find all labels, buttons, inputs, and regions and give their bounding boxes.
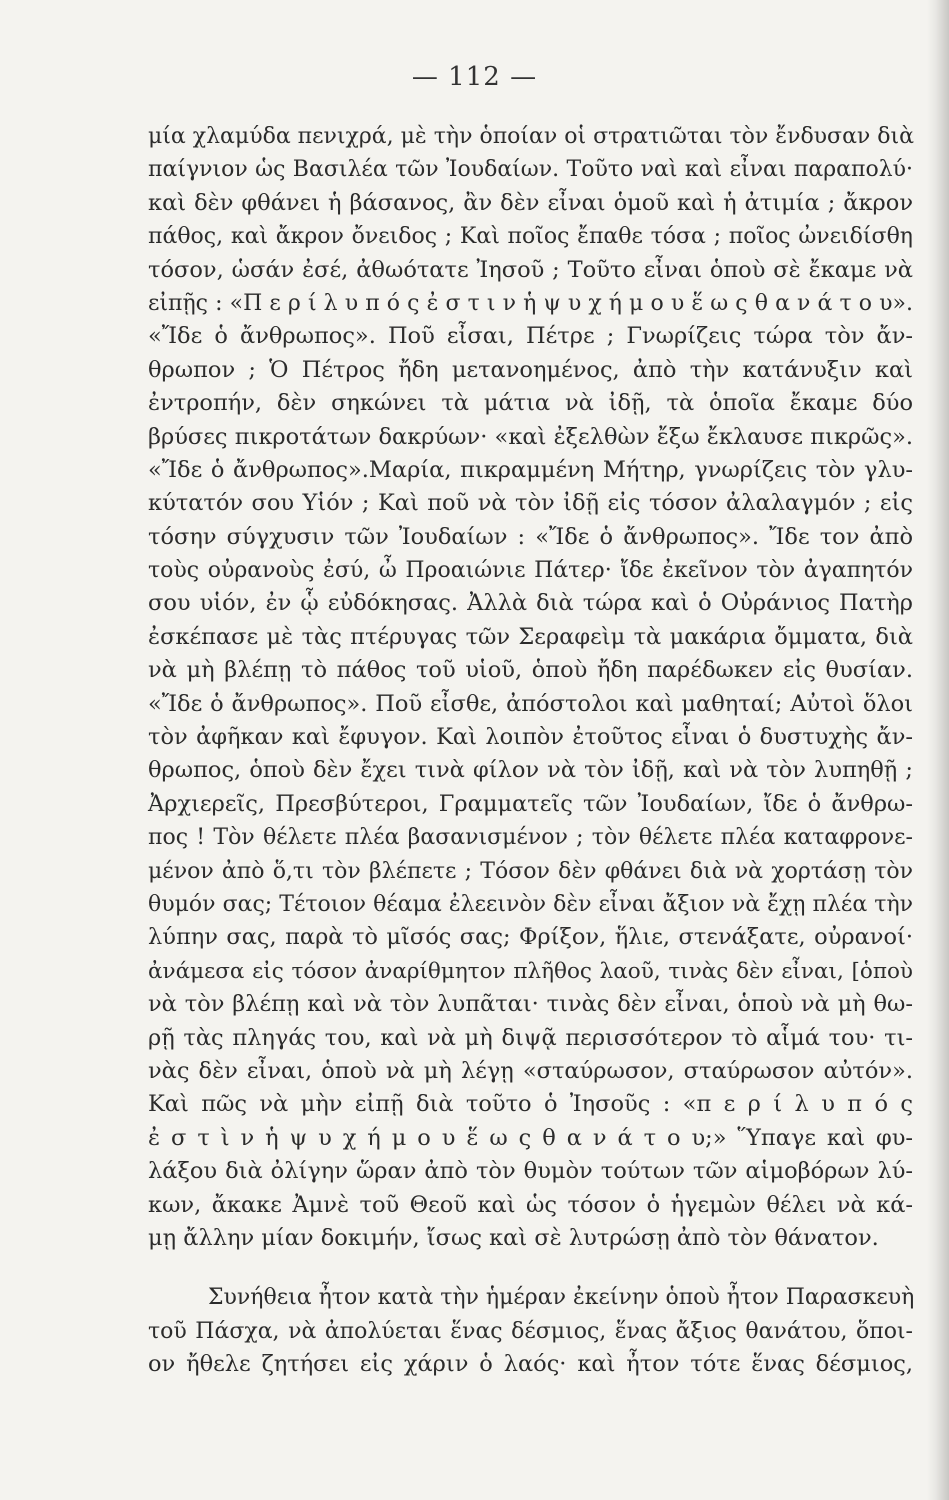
text-line: πος ! Τὸν θέλετε πλέα βασανισμένον ; τὸν θέλετε πλέα καταφρονε-	[148, 825, 913, 851]
text-line: πάθος, καὶ ἄκρον ὄνειδος ; Καὶ ποῖος ἔπαθε τόσα ; ποῖος ὠνειδίσθη	[148, 224, 913, 250]
text-line: Καὶ πῶς νὰ μὴν εἰπῇ διὰ τοῦτο ὁ Ἰησοῦς : «π ε ρ ί λ υ π ό ς	[148, 1091, 913, 1118]
page-number: — 112 —	[411, 62, 538, 92]
text-line: παίγνιον ὡς Βασιλέα τῶν Ἰουδαίων. Τοῦτο ναὶ καὶ εἶναι παραπολύ·	[148, 157, 913, 183]
text-line: κων, ἄκακε Ἀμνὲ τοῦ Θεοῦ καὶ ὡς τόσον ὁ ἡγεμὼν θέλει νὰ κά-	[148, 1191, 913, 1218]
text-line: σου υἱόν, ἐν ᾧ εὐδόκησας. Ἀλλὰ διὰ τώρα καὶ ὁ Οὐράνιος Πατὴρ	[148, 590, 913, 617]
text-line: «Ἴδε ὁ ἄνθρωπος».Μαρία, πικραμμένη Μήτηρ, γνωρίζεις τὸν γλυ-	[148, 456, 913, 483]
text-line: «Ἴδε ὁ ἄνθρωπος». Ποῦ εἶσαι, Πέτρε ; Γνωρίζεις τώρα τὸν ἄν-	[148, 323, 913, 350]
text-line: Συνήθεια ἦτον κατὰ τὴν ἡμέραν ἐκείνην ὁποὺ ἦτον Παρασκευὴ	[208, 1285, 915, 1311]
text-line: τοὺς οὐρανοὺς ἐσύ, ὦ Προαιώνιε Πάτερ· ἴδε ἐκεῖνον τὸν ἀγαπητόν	[148, 558, 913, 584]
text-line: ρῇ τὰς πληγάς του, καὶ νὰ μὴ διψᾷ περισσότερον τὸ αἷμά του· τι-	[148, 1024, 913, 1051]
text-line: νὰ τὸν βλέπῃ καὶ νὰ τὸν λυπᾶται· τινὰς δὲν εἶναι, ὁποὺ νὰ μὴ θω-	[148, 991, 913, 1018]
text-line: τὸν ἀφῆκαν καὶ ἔφυγον. Καὶ λοιπὸν ἐτοῦτος εἶναι ὁ δυστυχὴς ἄν-	[148, 724, 913, 751]
page-edge-shadow	[927, 0, 949, 1500]
text-line: ἀνάμεσα εἰς τόσον ἀναρίθμητον πλῆθος λαοῦ, τινὰς δὲν εἶναι, [ὁποὺ	[148, 958, 913, 984]
text-line: νὰς δὲν εἶναι, ὁποὺ νὰ μὴ λέγῃ «σταύρωσον, σταύρωσον αὐτόν».	[148, 1057, 913, 1084]
text-line: ἐ σ τ ὶ ν ἡ ψ υ χ ή μ ο υ ἕ ω ς θ α ν ά τ ο υ;» Ὕπαγε καὶ φυ-	[148, 1124, 913, 1151]
text-line: τοῦ Πάσχα, νὰ ἀπολύεται ἕνας δέσμιος, ἕνας ἄξιος θανάτου, ὅποι-	[148, 1318, 913, 1344]
text-line: λάξου διὰ ὀλίγην ὥραν ἀπὸ τὸν θυμὸν τούτων τῶν αἱμοβόρων λύ-	[148, 1158, 913, 1185]
body-text	[148, 120, 913, 1381]
text-line: εἰπῇς : «Π ε ρ ί λ υ π ό ς ἐ σ τ ι ν ἡ ψ υ χ ή μ ο υ ἕ ω ς θ α ν ά τ ο υ».	[148, 290, 913, 316]
text-line: ἐντροπήν, δὲν σηκώνει τὰ μάτια νὰ ἰδῇ, τὰ ὁποῖα ἔκαμε δύο	[148, 390, 913, 417]
text-line: ον ἤθελε ζητήσει εἰς χάριν ὁ λαός· καὶ ἦτον τότε ἕνας δέσμιος,	[148, 1351, 913, 1378]
text-line: καὶ δὲν φθάνει ἡ βάσανος, ἂν δὲν εἶναι ὁμοῦ καὶ ἡ ἀτιμία ; ἄκρον	[148, 189, 913, 216]
text-line: τόσην σύγχυσιν τῶν Ἰουδαίων : «Ἴδε ὁ ἄνθρωπος». Ἴδε τον ἀπὸ	[148, 523, 913, 550]
text-line: λύπην σας, παρὰ τὸ μῖσός σας; Φρίξον, ἥλιε, στενάξατε, οὐρανοί·	[148, 924, 913, 951]
paragraph-1	[148, 120, 913, 1255]
text-line: ἐσκέπασε μὲ τὰς πτέρυγας τῶν Σεραφεὶμ τὰ μακάρια ὄμματα, διὰ	[148, 623, 913, 650]
paragraph-spacer	[148, 1255, 913, 1281]
text-line: «Ἴδε ὁ ἄνθρωπος». Ποῦ εἶσθε, ἀπόστολοι καὶ μαθηταί; Αὐτοὶ ὅλοι	[148, 690, 913, 717]
text-line: κύτατόν σου Υἱόν ; Καὶ ποῦ νὰ τὸν ἰδῇ εἰς τόσον ἀλαλαγμόν ; εἰς	[148, 490, 913, 517]
text-line: μένον ἀπὸ ὅ,τι τὸν βλέπετε ; Τόσον δὲν φθάνει διὰ νὰ χορτάσῃ τὸν	[148, 858, 913, 884]
text-line: τόσον, ὡσάν ἐσέ, ἀθωότατε Ἰησοῦ ; Τοῦτο εἶναι ὁποὺ σὲ ἔκαμε νὰ	[148, 256, 913, 283]
text-line: θρωπος, ὁποὺ δὲν ἔχει τινὰ φίλον νὰ τὸν ἰδῇ, καὶ νὰ τὸν λυπηθῇ ;	[148, 757, 913, 784]
text-line: θυμόν σας; Τέτοιον θέαμα ἐλεεινὸν δὲν εἶναι ἄξιον νὰ ἔχῃ πλέα τὴν	[148, 891, 913, 917]
text-line: θρωπον ; Ὁ Πέτρος ἤδη μετανοημένος, ἀπὸ τὴν κατάνυξιν καὶ	[148, 356, 913, 383]
text-line: βρύσες πικροτάτων δακρύων· «καὶ ἐξελθὼν ἔξω ἔκλαυσε πικρῶς».	[148, 423, 913, 450]
text-line: μία χλαμύδα πενιχρά, μὲ τὴν ὁποίαν οἱ στρατιῶται τὸν ἔνδυσαν διὰ	[148, 124, 915, 149]
text-line: Ἀρχιερεῖς, Πρεσβύτεροι, Γραμματεῖς τῶν Ἰουδαίων, ἴδε ὁ ἄνθρω-	[148, 790, 913, 817]
text-line: νὰ μὴ βλέπῃ τὸ πάθος τοῦ υἱοῦ, ὁποὺ ἤδη παρέδωκεν εἰς θυσίαν.	[148, 657, 913, 684]
paragraph-2	[148, 1281, 913, 1381]
text-line: μῃ ἄλλην μίαν δοκιμήν, ἴσως καὶ σὲ λυτρώσῃ ἀπὸ τὸν θάνατον.	[148, 1224, 879, 1251]
